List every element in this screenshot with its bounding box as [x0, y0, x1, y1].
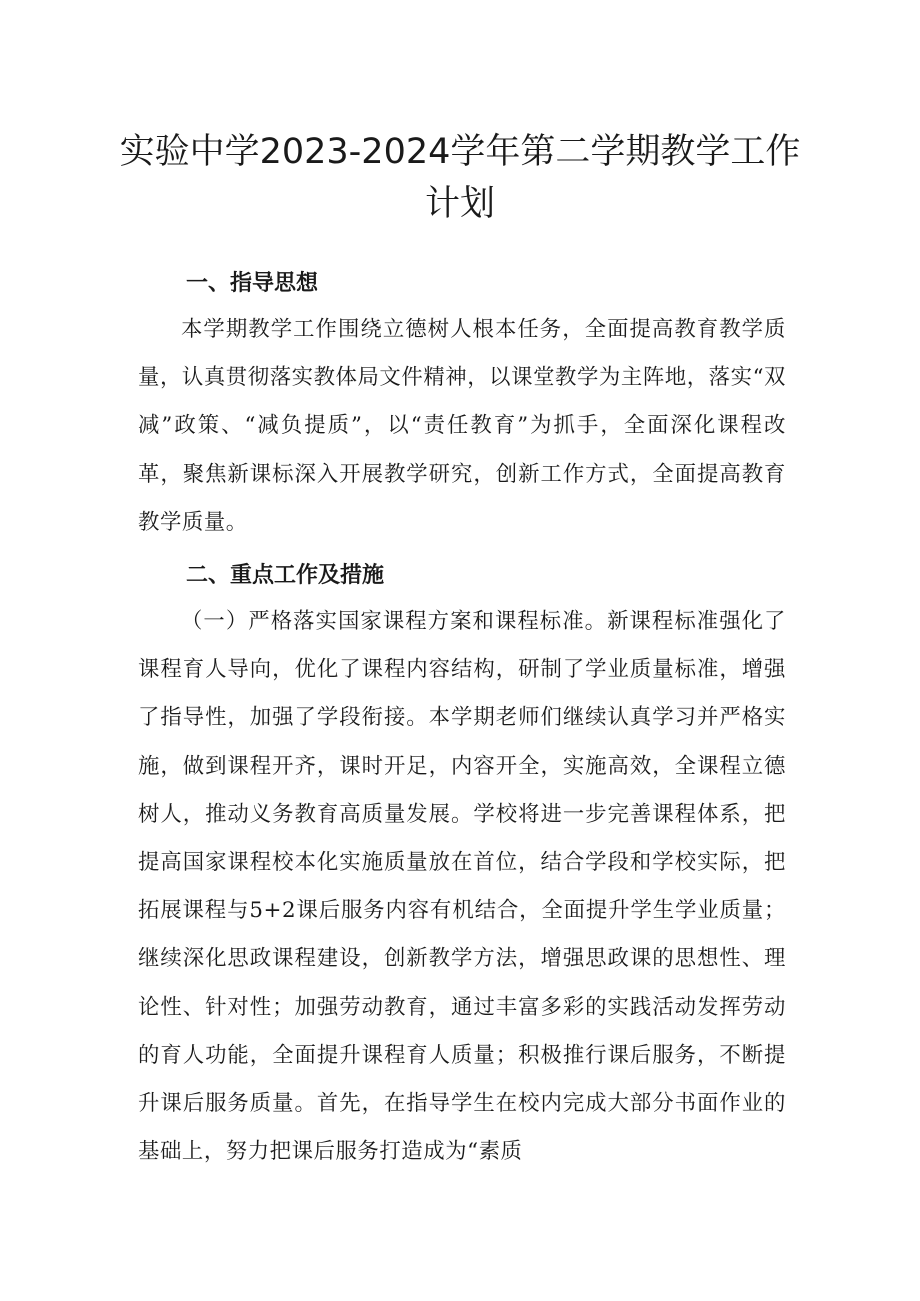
- section-heading-key-work: 二、重点工作及措施: [186, 563, 385, 588]
- document-title-line2: 计划: [424, 184, 495, 224]
- section-paragraph-guiding-ideology: 本学期教学工作围绕立德树人根本任务，全面提高教育教学质量，认真贯彻落实教体局文件精神，以课堂教学为主阵地，落实“双减”政策、“减负提质”，以“责任教育”为抓手，全面深化课程改革，聚焦新课标深入开展教学研究，创新工作方式，全面提高教育教学质量。: [138, 317, 786, 535]
- section-paragraph-key-work: （一）严格落实国家课程方案和课程标准。新课程标准强化了课程育人导向，优化了课程内容结构，研制了学业质量标准，增强了指导性，加强了学段衔接。本学期老师们继续认真学习并严格实施，做到课程开齐，课时开足，内容开全，实施高效，全课程立德树人，推动义务教育高质量发展。学校将进一步完善课程体系，把提高国家课程校本化实施质量放在首位，结合学段和学校实际，把拓展课程与5+2课后服务内容有机结合，全面提升学生学业质量；继续深化思政课程建设，创新教学方法，增强思政课的思想性、理论性、针对性；加强劳动教育，通过丰富多彩的实践活动发挥劳动的育人功能，全面提升课程育人质量；积极推行课后服务，不断提升课后服务质量。首先，在指导学生在校内完成大部分书面作业的基础上，努力把课后服务打造成为“素质: [138, 609, 786, 1165]
- document-title-line1: 实验中学2023-2024学年第二学期教学工作: [119, 132, 801, 172]
- section-heading-guiding-ideology: 一、指导思想: [186, 271, 319, 296]
